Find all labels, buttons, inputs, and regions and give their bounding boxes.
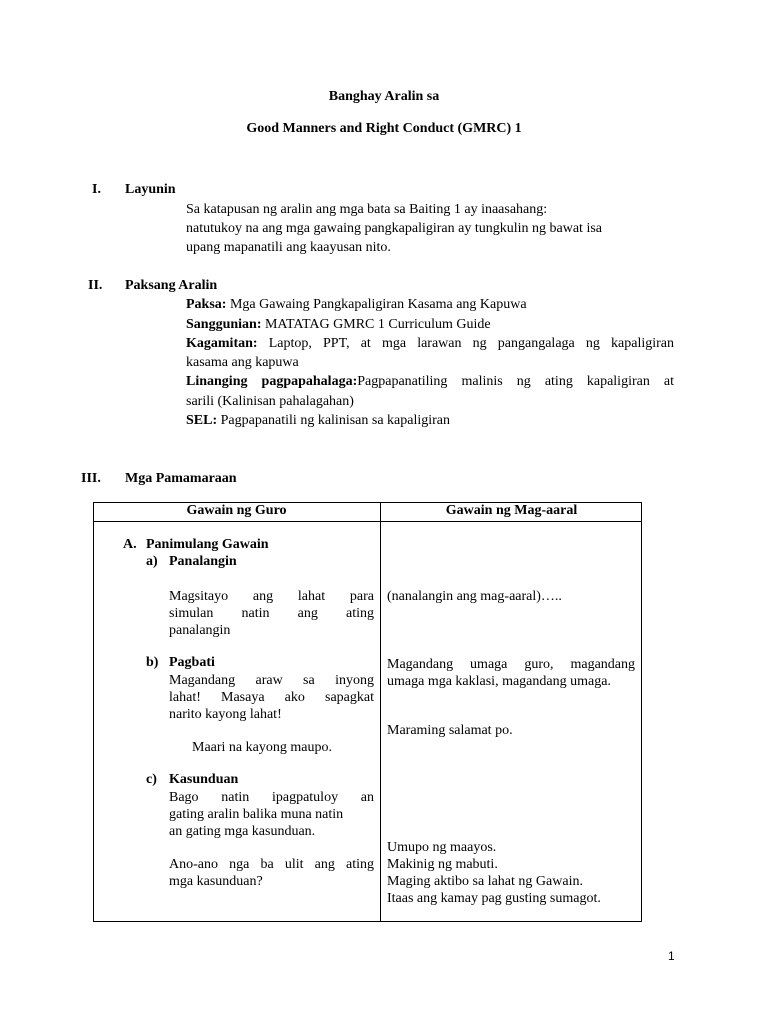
sel-label: SEL:: [186, 413, 218, 428]
kasunduan-text-5: mga kasunduan?: [169, 874, 263, 889]
document-subtitle: Good Manners and Right Conduct (GMRC) 1: [246, 121, 522, 136]
item-a1-label: a): [146, 554, 158, 569]
table-header-mag-aaral: Gawain ng Mag-aaral: [445, 503, 578, 518]
paksa-value: Mga Gawaing Pangkapaligiran Kasama ang Kapuwa: [229, 297, 527, 312]
section-2-heading: Paksang Aralin: [125, 278, 218, 293]
table-header-guro: Gawain ng Guro: [186, 503, 287, 518]
kasunduan-text-4: Ano-ano nga ba ulit ang ating: [169, 857, 374, 872]
kagamitan-label: Kagamitan:: [186, 336, 258, 351]
kasunduan-response-1: Umupo ng maayos.: [387, 840, 497, 855]
item-b-title: Pagbati: [169, 655, 215, 670]
pagbati-text-1: Magandang araw sa inyong: [169, 673, 374, 688]
kasunduan-text-1: Bago natin ipagpatuloy an: [169, 790, 374, 805]
section-3-heading: Mga Pamamaraan: [125, 471, 237, 486]
pagbati-response-1: Magandang umaga guro, magandang: [387, 657, 635, 672]
sanggunian-label: Sanggunian:: [186, 317, 262, 332]
kasunduan-text-2: gating aralin balika muna natin: [169, 807, 344, 822]
section-1-heading: Layunin: [125, 182, 176, 197]
kasunduan-text-3: an gating mga kasunduan.: [169, 824, 316, 839]
paksa-line: [186, 297, 527, 313]
pagbati-text-2: lahat! Masaya ako sapagkat: [169, 690, 374, 705]
page-number: 1: [668, 949, 675, 963]
section-1-line-1: Sa katapusan ng aralin ang mga bata sa Baiting 1 ay inaasahang:: [186, 202, 548, 217]
item-b-label: b): [146, 655, 159, 670]
section-2-number: II.: [88, 278, 103, 293]
panalangin-text-2: simulan natin ang ating: [169, 606, 374, 621]
panalangin-text-1: Magsitayo ang lahat para: [169, 589, 374, 604]
sel-line: [186, 413, 450, 429]
linanging-line-2: sarili (Kalinisan pahalagahan): [186, 394, 354, 409]
pagbati-text-3: narito kayong lahat!: [169, 707, 282, 722]
kagamitan-line: [186, 336, 674, 352]
sanggunian-line: [186, 317, 491, 333]
item-a-label: A.: [123, 537, 137, 552]
table-header-divider: [93, 521, 642, 522]
pagbati-response-3: Maraming salamat po.: [387, 723, 513, 738]
document-title: Banghay Aralin sa: [328, 89, 440, 104]
kasunduan-response-2: Makinig ng mabuti.: [387, 857, 498, 872]
pagbati-text-4: Maari na kayong maupo.: [192, 740, 332, 755]
item-c-title: Kasunduan: [169, 772, 239, 787]
linanging-value: Pagpapanatiling malinis ng ating kapaligiran at: [357, 374, 674, 389]
panalangin-response: (nanalangin ang mag-aaral)…..: [387, 589, 562, 604]
section-1-line-2: natutukoy na ang mga gawaing pangkapaligiran ay tungkulin ng bawat isa: [186, 221, 603, 236]
section-3-number: III.: [81, 471, 101, 486]
sel-value: Pagpapanatili ng kalinisan sa kapaligiran: [220, 413, 451, 428]
item-c-label: c): [146, 772, 157, 787]
section-1-number: I.: [92, 182, 101, 197]
kagamitan-value: Laptop, PPT, at mga larawan ng pangangalaga ng kapaligiran: [268, 336, 674, 351]
sanggunian-value: MATATAG GMRC 1 Curriculum Guide: [264, 317, 491, 332]
kasunduan-response-3: Maging aktibo sa lahat ng Gawain.: [387, 874, 583, 889]
item-a-title: Panimulang Gawain: [146, 537, 269, 552]
section-1-line-3: upang mapanatili ang kaayusan nito.: [186, 240, 391, 255]
panalangin-text-3: panalangin: [169, 623, 231, 638]
kagamitan-line-2: kasama ang kapuwa: [186, 355, 299, 370]
kasunduan-response-4: Itaas ang kamay pag gusting sumagot.: [387, 891, 601, 906]
linanging-line: [186, 374, 674, 390]
table-column-divider: [380, 502, 381, 922]
item-a1-title: Panalangin: [169, 554, 237, 569]
paksa-label: Paksa:: [186, 297, 227, 312]
linanging-label: Linanging pagpapahalaga:: [186, 374, 358, 389]
pagbati-response-2: umaga mga kaklasi, magandang umaga.: [387, 674, 611, 689]
